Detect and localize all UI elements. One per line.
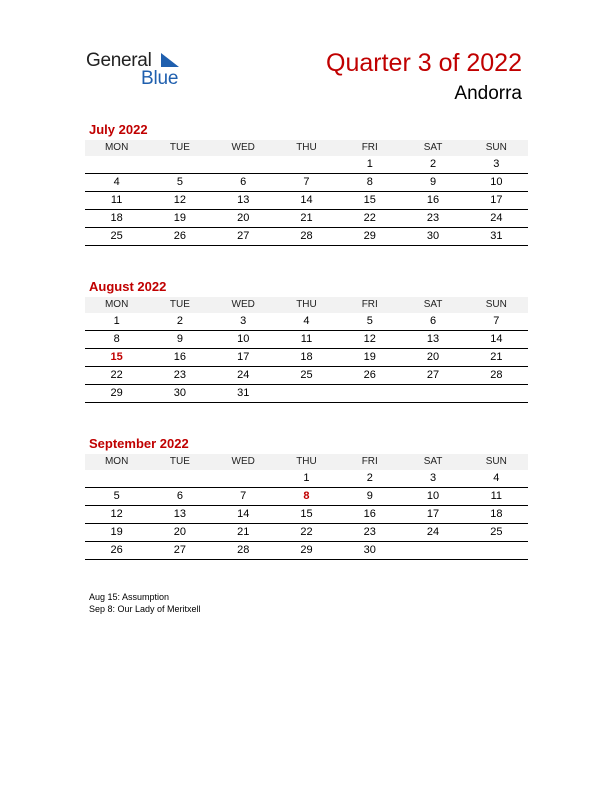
weekday-label: FRI [361, 299, 378, 310]
day-cell: 2 [176, 315, 183, 327]
month-calendar-august [85, 277, 528, 403]
empty-day-cell [275, 385, 338, 402]
day-cell: 9 [366, 490, 373, 502]
day-cell: 6 [429, 315, 437, 327]
day-cell: 19 [110, 526, 123, 538]
day-cell: 4 [303, 315, 310, 327]
day-cell: 6 [176, 490, 183, 502]
day-cell: 8 [366, 176, 373, 188]
weekday-label: FRI [361, 142, 378, 153]
day-cell: 18 [490, 508, 503, 520]
weekday-header [85, 454, 528, 470]
day-cell: 26 [173, 230, 187, 242]
day-cell: 11 [110, 194, 123, 206]
weekday-label: FRI [361, 456, 378, 467]
day-cell: 11 [300, 333, 313, 345]
day-cell: 7 [493, 315, 500, 327]
day-cell: 13 [426, 333, 440, 345]
weekday-label: SAT [423, 299, 443, 310]
day-cell: 15 [363, 194, 376, 206]
day-cell: 11 [490, 490, 503, 502]
day-cell: 12 [363, 333, 376, 345]
day-cell: 1 [366, 158, 373, 170]
week-row [85, 331, 528, 349]
day-cell: 23 [363, 526, 376, 538]
day-cell: 29 [110, 387, 123, 399]
weekday-label: WED [231, 299, 255, 310]
day-cell: 14 [300, 194, 313, 206]
weekday-label: THU [296, 299, 317, 310]
logo-general-text: General [86, 50, 152, 71]
day-cell: 3 [493, 158, 500, 170]
day-cell: 17 [237, 351, 250, 363]
day-cell: 17 [426, 508, 440, 520]
country-name: Andorra [454, 83, 522, 104]
month-title: July 2022 [89, 122, 148, 137]
day-cell: 2 [429, 158, 437, 170]
day-cell: 12 [110, 508, 123, 520]
day-cell: 6 [240, 176, 247, 188]
week-row [85, 313, 528, 331]
day-cell: 15 [300, 508, 313, 520]
month-title: August 2022 [89, 279, 167, 294]
empty-day-cell [148, 156, 211, 173]
weekday-label: THU [296, 456, 317, 467]
day-cell: 12 [173, 194, 187, 206]
day-cell: 31 [490, 230, 503, 242]
day-cell: 19 [173, 212, 187, 224]
day-cell: 21 [237, 526, 250, 538]
day-cell: 25 [110, 230, 123, 242]
day-cell: 5 [176, 176, 183, 188]
empty-day-cell [85, 470, 148, 487]
week-row [85, 524, 528, 542]
day-cell: 1 [113, 315, 120, 327]
holiday-notes [89, 591, 201, 615]
day-cell: 21 [300, 212, 313, 224]
day-cell: 30 [363, 544, 376, 556]
weekday-label: TUE [169, 142, 190, 153]
day-cell: 20 [426, 351, 440, 363]
week-row [85, 542, 528, 560]
day-cell: 1 [303, 472, 310, 484]
weekday-label: SAT [423, 456, 443, 467]
empty-day-cell [465, 385, 528, 402]
day-cell: 5 [366, 315, 373, 327]
day-cell: 9 [176, 333, 183, 345]
day-cell: 22 [110, 369, 123, 381]
weekday-label: WED [231, 142, 255, 153]
day-cell: 24 [237, 369, 250, 381]
week-row [85, 385, 528, 403]
week-row [85, 367, 528, 385]
day-cell: 10 [490, 176, 503, 188]
day-cell: 2 [366, 472, 373, 484]
empty-day-cell [275, 156, 338, 173]
holiday-day-cell: 15 [110, 351, 123, 363]
day-cell: 25 [490, 526, 503, 538]
weekday-label: MON [104, 299, 129, 310]
day-cell: 20 [237, 212, 250, 224]
empty-day-cell [212, 470, 275, 487]
holiday-day-cell: 8 [303, 490, 310, 502]
weekday-label: TUE [169, 299, 190, 310]
day-cell: 30 [173, 387, 187, 399]
day-cell: 28 [237, 544, 250, 556]
day-cell: 28 [490, 369, 503, 381]
day-cell: 5 [113, 490, 120, 502]
weekday-label: SUN [485, 142, 507, 153]
week-row [85, 506, 528, 524]
day-cell: 14 [237, 508, 250, 520]
logo-blue-text: Blue [141, 68, 179, 89]
day-cell: 4 [113, 176, 120, 188]
weekday-header [85, 140, 528, 156]
weeks [85, 470, 528, 560]
day-cell: 31 [237, 387, 250, 399]
day-cell: 10 [237, 333, 250, 345]
day-cell: 27 [173, 544, 187, 556]
week-row [85, 228, 528, 246]
weekday-label: MON [104, 456, 129, 467]
day-cell: 13 [237, 194, 250, 206]
week-row [85, 488, 528, 506]
empty-day-cell [85, 156, 148, 173]
logo-triangle-icon [161, 53, 179, 69]
day-cell: 21 [490, 351, 503, 363]
weekday-label: SUN [485, 456, 507, 467]
day-cell: 18 [110, 212, 123, 224]
holiday-note: Sep 8: Our Lady of Meritxell [89, 604, 201, 614]
weekday-label: MON [104, 142, 129, 153]
day-cell: 8 [113, 333, 120, 345]
empty-day-cell [212, 156, 275, 173]
month-calendar-july [85, 120, 528, 246]
day-cell: 13 [173, 508, 187, 520]
day-cell: 28 [300, 230, 313, 242]
day-cell: 14 [490, 333, 503, 345]
day-cell: 4 [493, 472, 500, 484]
day-cell: 7 [240, 490, 247, 502]
day-cell: 10 [426, 490, 440, 502]
week-row [85, 470, 528, 488]
day-cell: 30 [426, 230, 440, 242]
day-cell: 26 [110, 544, 123, 556]
day-cell: 17 [490, 194, 503, 206]
day-cell: 27 [426, 369, 440, 381]
day-cell: 20 [173, 526, 187, 538]
day-cell: 23 [173, 369, 187, 381]
day-cell: 16 [173, 351, 187, 363]
day-cell: 3 [240, 315, 247, 327]
generalblue-logo [86, 50, 196, 90]
month-title: September 2022 [89, 436, 189, 451]
day-cell: 16 [363, 508, 376, 520]
day-cell: 29 [363, 230, 376, 242]
weeks [85, 156, 528, 246]
day-cell: 24 [426, 526, 440, 538]
day-cell: 9 [429, 176, 437, 188]
day-cell: 22 [300, 526, 313, 538]
week-row [85, 192, 528, 210]
empty-day-cell [401, 385, 464, 402]
day-cell: 7 [303, 176, 310, 188]
week-row [85, 156, 528, 174]
empty-day-cell [401, 542, 464, 559]
day-cell: 26 [363, 369, 376, 381]
week-row [85, 349, 528, 367]
weekday-header [85, 297, 528, 313]
page-title: Quarter 3 of 2022 [326, 49, 522, 77]
day-cell: 23 [426, 212, 440, 224]
day-cell: 18 [300, 351, 313, 363]
week-row [85, 210, 528, 228]
day-cell: 19 [363, 351, 376, 363]
weeks [85, 313, 528, 403]
day-cell: 22 [363, 212, 376, 224]
weekday-label: SAT [423, 142, 443, 153]
day-cell: 25 [300, 369, 313, 381]
weekday-label: THU [296, 142, 317, 153]
empty-day-cell [338, 385, 401, 402]
day-cell: 16 [426, 194, 440, 206]
day-cell: 3 [429, 472, 437, 484]
empty-day-cell [465, 542, 528, 559]
weekday-label: WED [231, 456, 255, 467]
day-cell: 27 [237, 230, 250, 242]
day-cell: 29 [300, 544, 313, 556]
holiday-note: Aug 15: Assumption [89, 592, 170, 602]
week-row [85, 174, 528, 192]
empty-day-cell [148, 470, 211, 487]
weekday-label: TUE [169, 456, 190, 467]
month-calendar-september [85, 434, 528, 560]
day-cell: 24 [490, 212, 503, 224]
weekday-label: SUN [485, 299, 507, 310]
